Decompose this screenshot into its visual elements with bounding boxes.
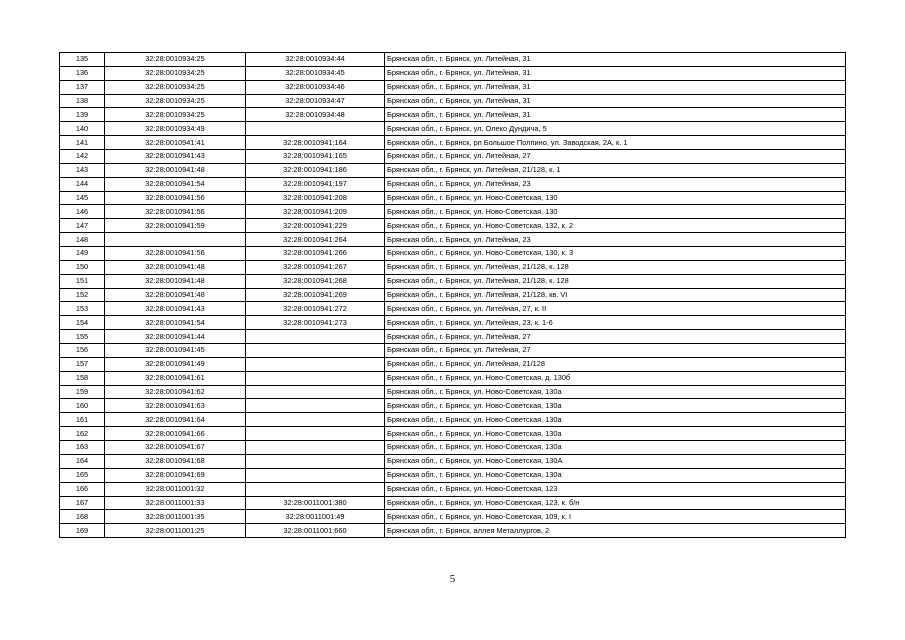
object-cadastral-number-cell: 32:28:0010941:164 <box>246 136 385 150</box>
row-number-cell: 140 <box>60 122 105 136</box>
table-row <box>60 66 846 80</box>
address-cell: Брянская обл., г. Брянск, ул. Литейная, 27 <box>385 344 846 358</box>
table-row <box>60 357 846 371</box>
address-cell: Брянская обл., г. Брянск, ул. Ново-Советская, 130 <box>385 205 846 219</box>
cadastral-table <box>59 52 846 538</box>
table-row <box>60 399 846 413</box>
row-number-cell: 152 <box>60 288 105 302</box>
row-number-cell: 145 <box>60 191 105 205</box>
address-cell: Брянская обл., г. Брянск, ул. Литейная, 23 <box>385 177 846 191</box>
object-cadastral-number-cell: 32:28:0010934:44 <box>246 53 385 67</box>
table-row <box>60 302 846 316</box>
row-number-cell: 169 <box>60 524 105 538</box>
address-cell: Брянская обл., г. Брянск, ул. Литейная, 23, к. 1-6 <box>385 316 846 330</box>
land-cadastral-number-cell: 32:28:0010941:56 <box>105 247 246 261</box>
table-row <box>60 330 846 344</box>
object-cadastral-number-cell: 32:28:0010941:186 <box>246 163 385 177</box>
land-cadastral-number-cell: 32:28:0010941:48 <box>105 288 246 302</box>
object-cadastral-number-cell: 32:28:0010941:208 <box>246 191 385 205</box>
land-cadastral-number-cell: 32:28:0010941:69 <box>105 468 246 482</box>
address-cell: Брянская обл., г. Брянск, ул. Литейная, 21/128, к. 128 <box>385 274 846 288</box>
row-number-cell: 160 <box>60 399 105 413</box>
land-cadastral-number-cell: 32:28:0010941:64 <box>105 413 246 427</box>
address-cell: Брянская обл., г. Брянск, ул. Ново-Советская, 130а <box>385 385 846 399</box>
object-cadastral-number-cell: 32:28:0010941:266 <box>246 247 385 261</box>
land-cadastral-number-cell: 32:28:0011001:25 <box>105 524 246 538</box>
address-cell: Брянская обл., г. Брянск, ул. Литейная, 27 <box>385 150 846 164</box>
row-number-cell: 141 <box>60 136 105 150</box>
row-number-cell: 137 <box>60 80 105 94</box>
table-row <box>60 496 846 510</box>
land-cadastral-number-cell: 32:28:0010934:25 <box>105 108 246 122</box>
object-cadastral-number-cell <box>246 482 385 496</box>
address-cell: Брянская обл., г. Брянск, аллея Металлургов, 2 <box>385 524 846 538</box>
row-number-cell: 166 <box>60 482 105 496</box>
land-cadastral-number-cell: 32:28:0010941:48 <box>105 274 246 288</box>
land-cadastral-number-cell: 32:28:0010941:49 <box>105 357 246 371</box>
row-number-cell: 165 <box>60 468 105 482</box>
table-row <box>60 163 846 177</box>
land-cadastral-number-cell: 32:28:0010941:48 <box>105 163 246 177</box>
object-cadastral-number-cell <box>246 122 385 136</box>
table-row <box>60 468 846 482</box>
address-cell: Брянская обл., г. Брянск, ул. Ново-Советская, 109, к. I <box>385 510 846 524</box>
table-row <box>60 122 846 136</box>
object-cadastral-number-cell: 32:28:0010934:48 <box>246 108 385 122</box>
row-number-cell: 149 <box>60 247 105 261</box>
object-cadastral-number-cell: 32:28:0011001:49 <box>246 510 385 524</box>
row-number-cell: 146 <box>60 205 105 219</box>
land-cadastral-number-cell: 32:28:0010941:41 <box>105 136 246 150</box>
address-cell: Брянская обл., г. Брянск, ул. Литейная, 23 <box>385 233 846 247</box>
row-number-cell: 168 <box>60 510 105 524</box>
address-cell: Брянская обл., г. Брянск, рп Большое Полпино, ул. Заводская, 2А, к. 1 <box>385 136 846 150</box>
address-cell: Брянская обл., г. Брянск, ул. Ново-Советская, 130А <box>385 454 846 468</box>
row-number-cell: 153 <box>60 302 105 316</box>
table-row <box>60 191 846 205</box>
row-number-cell: 151 <box>60 274 105 288</box>
address-cell: Брянская обл., г. Брянск, ул. Ново-Советская, д. 130б <box>385 371 846 385</box>
row-number-cell: 148 <box>60 233 105 247</box>
object-cadastral-number-cell <box>246 385 385 399</box>
address-cell: Брянская обл., г. Брянск, ул. Ново-Советская, 132, к. 2 <box>385 219 846 233</box>
table-row <box>60 233 846 247</box>
address-cell: Брянская обл., г. Брянск, ул. Ново-Советская, 130 <box>385 191 846 205</box>
table-row <box>60 385 846 399</box>
address-cell: Брянская обл., г. Брянск, ул. Литейная, 31 <box>385 66 846 80</box>
land-cadastral-number-cell: 32:28:0011001:33 <box>105 496 246 510</box>
row-number-cell: 155 <box>60 330 105 344</box>
object-cadastral-number-cell: 32:28:0010941:209 <box>246 205 385 219</box>
table-row <box>60 219 846 233</box>
address-cell: Брянская обл., г. Брянск, ул. Ново-Советская, 130а <box>385 427 846 441</box>
row-number-cell: 156 <box>60 344 105 358</box>
address-cell: Брянская обл., г. Брянск, ул. Ново-Советская, 130а <box>385 468 846 482</box>
land-cadastral-number-cell: 32:28:0010941:66 <box>105 427 246 441</box>
row-number-cell: 139 <box>60 108 105 122</box>
land-cadastral-number-cell: 32:28:0011001:35 <box>105 510 246 524</box>
address-cell: Брянская обл., г. Брянск, ул. Ново-Советская, 130, к. 3 <box>385 247 846 261</box>
row-number-cell: 147 <box>60 219 105 233</box>
land-cadastral-number-cell: 32:28:0010941:67 <box>105 441 246 455</box>
address-cell: Брянская обл., г. Брянск, ул. Ново-Советская, 123, к. б/н <box>385 496 846 510</box>
row-number-cell: 158 <box>60 371 105 385</box>
address-cell: Брянская обл., г. Брянск, ул. Олеко Дундича, 5 <box>385 122 846 136</box>
address-cell: Брянская обл., г. Брянск, ул. Ново-Советская, 130а <box>385 441 846 455</box>
address-cell: Брянская обл., г. Брянск, ул. Литейная, 31 <box>385 108 846 122</box>
object-cadastral-number-cell: 32:28:0010941:267 <box>246 260 385 274</box>
land-cadastral-number-cell: 32:28:0010941:54 <box>105 177 246 191</box>
row-number-cell: 164 <box>60 454 105 468</box>
land-cadastral-number-cell: 32:28:0010941:63 <box>105 399 246 413</box>
land-cadastral-number-cell: 32:28:0010941:56 <box>105 205 246 219</box>
table-row <box>60 53 846 67</box>
table-row <box>60 80 846 94</box>
table-row <box>60 108 846 122</box>
land-cadastral-number-cell: 32:28:0010934:25 <box>105 53 246 67</box>
table-row <box>60 260 846 274</box>
land-cadastral-number-cell: 32:28:0010934:49 <box>105 122 246 136</box>
land-cadastral-number-cell: 32:28:0010934:25 <box>105 66 246 80</box>
land-cadastral-number-cell: 32:28:0010941:44 <box>105 330 246 344</box>
address-cell: Брянская обл., г. Брянск, ул. Литейная, 21/128 <box>385 357 846 371</box>
object-cadastral-number-cell: 32:28:0010934:46 <box>246 80 385 94</box>
row-number-cell: 135 <box>60 53 105 67</box>
land-cadastral-number-cell: 32:28:0010941:61 <box>105 371 246 385</box>
address-cell: Брянская обл., г. Брянск, ул. Ново-Советская, 130а <box>385 413 846 427</box>
object-cadastral-number-cell <box>246 357 385 371</box>
object-cadastral-number-cell: 32:28:0011001:380 <box>246 496 385 510</box>
page-number: 5 <box>449 573 456 585</box>
address-cell: Брянская обл., г. Брянск, ул. Литейная, 27, к. II <box>385 302 846 316</box>
table-row <box>60 94 846 108</box>
row-number-cell: 154 <box>60 316 105 330</box>
object-cadastral-number-cell: 32:28:0010941:264 <box>246 233 385 247</box>
object-cadastral-number-cell <box>246 441 385 455</box>
table-row <box>60 371 846 385</box>
land-cadastral-number-cell: 32:28:0010941:68 <box>105 454 246 468</box>
row-number-cell: 144 <box>60 177 105 191</box>
table-row <box>60 413 846 427</box>
land-cadastral-number-cell: 32:28:0010941:56 <box>105 191 246 205</box>
object-cadastral-number-cell <box>246 330 385 344</box>
row-number-cell: 142 <box>60 150 105 164</box>
land-cadastral-number-cell: 32:28:0010941:43 <box>105 150 246 164</box>
row-number-cell: 136 <box>60 66 105 80</box>
row-number-cell: 138 <box>60 94 105 108</box>
object-cadastral-number-cell: 32:28:0011001:660 <box>246 524 385 538</box>
land-cadastral-number-cell: 32:28:0010941:48 <box>105 260 246 274</box>
address-cell: Брянская обл., г. Брянск, ул. Литейная, 21/128, к. 128 <box>385 260 846 274</box>
land-cadastral-number-cell: 32:28:0010941:54 <box>105 316 246 330</box>
table-row <box>60 482 846 496</box>
row-number-cell: 157 <box>60 357 105 371</box>
table-row <box>60 247 846 261</box>
object-cadastral-number-cell: 32:28:0010941:269 <box>246 288 385 302</box>
object-cadastral-number-cell <box>246 371 385 385</box>
object-cadastral-number-cell <box>246 468 385 482</box>
table-body <box>60 53 846 538</box>
row-number-cell: 163 <box>60 441 105 455</box>
table-row <box>60 524 846 538</box>
row-number-cell: 143 <box>60 163 105 177</box>
table-row <box>60 510 846 524</box>
table-row <box>60 441 846 455</box>
address-cell: Брянская обл., г. Брянск, ул. Литейная, 31 <box>385 94 846 108</box>
address-cell: Брянская обл., г. Брянск, ул. Литейная, 31 <box>385 80 846 94</box>
table-row <box>60 177 846 191</box>
land-cadastral-number-cell: 32:28:0010941:59 <box>105 219 246 233</box>
table-row <box>60 274 846 288</box>
land-cadastral-number-cell: 32:28:0010941:62 <box>105 385 246 399</box>
object-cadastral-number-cell <box>246 413 385 427</box>
table-row <box>60 205 846 219</box>
object-cadastral-number-cell: 32:28:0010941:229 <box>246 219 385 233</box>
address-cell: Брянская обл., г. Брянск, ул. Литейная, 21/128, кв. VI <box>385 288 846 302</box>
address-cell: Брянская обл., г. Брянск, ул. Литейная, 27 <box>385 330 846 344</box>
object-cadastral-number-cell: 32:28:0010941:273 <box>246 316 385 330</box>
address-cell: Брянская обл., г. Брянск, ул. Ново-Советская, 123 <box>385 482 846 496</box>
table-row <box>60 344 846 358</box>
land-cadastral-number-cell: 32:28:0010934:25 <box>105 80 246 94</box>
object-cadastral-number-cell <box>246 344 385 358</box>
object-cadastral-number-cell: 32:28:0010941:272 <box>246 302 385 316</box>
object-cadastral-number-cell: 32:28:0010941:268 <box>246 274 385 288</box>
object-cadastral-number-cell: 32:28:0010941:197 <box>246 177 385 191</box>
land-cadastral-number-cell: 32:28:0011001:32 <box>105 482 246 496</box>
object-cadastral-number-cell <box>246 399 385 413</box>
land-cadastral-number-cell: 32:28:0010941:45 <box>105 344 246 358</box>
row-number-cell: 150 <box>60 260 105 274</box>
land-cadastral-number-cell: 32:28:0010934:25 <box>105 94 246 108</box>
land-cadastral-number-cell: 32:28:0010941:43 <box>105 302 246 316</box>
table-row <box>60 454 846 468</box>
table-row <box>60 427 846 441</box>
address-cell: Брянская обл., г. Брянск, ул. Литейная, 31 <box>385 53 846 67</box>
row-number-cell: 162 <box>60 427 105 441</box>
object-cadastral-number-cell <box>246 454 385 468</box>
table-row <box>60 288 846 302</box>
object-cadastral-number-cell <box>246 427 385 441</box>
table-row <box>60 136 846 150</box>
table-row <box>60 150 846 164</box>
row-number-cell: 159 <box>60 385 105 399</box>
table-row <box>60 316 846 330</box>
address-cell: Брянская обл., г. Брянск, ул. Литейная, 21/128, к. 1 <box>385 163 846 177</box>
row-number-cell: 161 <box>60 413 105 427</box>
object-cadastral-number-cell: 32:28:0010941:165 <box>246 150 385 164</box>
address-cell: Брянская обл., г. Брянск, ул. Ново-Советская, 130а <box>385 399 846 413</box>
object-cadastral-number-cell: 32:28:0010934:47 <box>246 94 385 108</box>
object-cadastral-number-cell: 32:28:0010934:45 <box>246 66 385 80</box>
land-cadastral-number-cell <box>105 233 246 247</box>
row-number-cell: 167 <box>60 496 105 510</box>
